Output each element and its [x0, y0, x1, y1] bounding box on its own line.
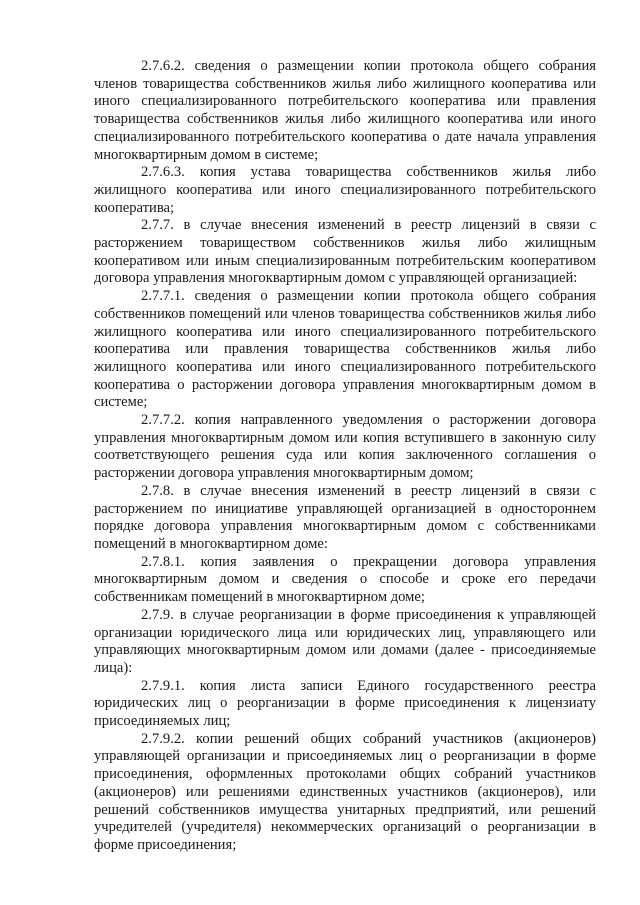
paragraph-2-7-6-2: 2.7.6.2. сведения о размещении копии протокола общего собрания членов товарищества собственников жилья либо жилищного кооператива или иного специализированного потребительского кооператива или правления товарищества собственников жилья либо жилищного кооператива или иного специализированного потребительского кооператива о дате начала управления многоквартирным домом в системе;: [94, 58, 596, 163]
paragraph-2-7-9-1: 2.7.9.1. копия листа записи Единого государственного реестра юридических лиц о реорганизации в форме присоединения к лицензиату присоединяемых лиц;: [94, 677, 596, 730]
paragraph-2-7-7-1: 2.7.7.1. сведения о размещении копии протокола общего собрания собственников помещений или членов товарищества собственников жилья либо жилищного кооператива или иного специализированного потребительского кооператива или правления товарищества собственников жилья либо жилищного кооператива или иного специализированного потребительского кооператива о расторжении договора управления многоквартирным домом в системе;: [94, 288, 596, 411]
document-body: [94, 58, 596, 855]
paragraph-2-7-8-1: 2.7.8.1. копия заявления о прекращении договора управления многоквартирным домом и сведения о способе и сроке его передачи собственникам помещений в многоквартирном доме;: [94, 553, 596, 606]
paragraph-2-7-7: 2.7.7. в случае внесения изменений в реестр лицензий в связи с расторжением товариществом собственников жилья либо жилищным кооперативом или иным специализированным потребительским кооперативом договора управления многоквартирным домом с управляющей организацией:: [94, 217, 596, 287]
paragraph-2-7-9-2: 2.7.9.2. копии решений общих собраний участников (акционеров) управляющей организации и присоединяемых лиц о реорганизации в форме присоединения, оформленных протоколами общих собраний участников (акционеров) или решениями единственных участников (акционеров), или решений собственников имущества унитарных предприятий, или решений учредителей (учредителя) некоммерческих организаций о реорганизации в форме присоединения;: [94, 730, 596, 853]
paragraph-2-7-8: 2.7.8. в случае внесения изменений в реестр лицензий в связи с расторжением по инициативе управляющей организацией в одностороннем порядке договора управления многоквартирным домом с собственниками помещений в многоквартирном доме:: [94, 482, 596, 552]
paragraph-2-7-6-3: 2.7.6.3. копия устава товарищества собственников жилья либо жилищного кооператива или иного специализированного потребительского кооператива;: [94, 164, 596, 216]
paragraph-2-7-7-2: 2.7.7.2. копия направленного уведомления о расторжении договора управления многоквартирным домом или копия вступившего в законную силу соответствующего решения суда или копия заключенного соглашения о расторжении договора управления многоквартирным домом;: [94, 412, 596, 482]
paragraph-2-7-9: 2.7.9. в случае реорганизации в форме присоединения к управляющей организации юридического лица или юридических лиц, управляющего или управляющих многоквартирным домом или домами (далее - присоединяемые лица):: [94, 606, 596, 676]
